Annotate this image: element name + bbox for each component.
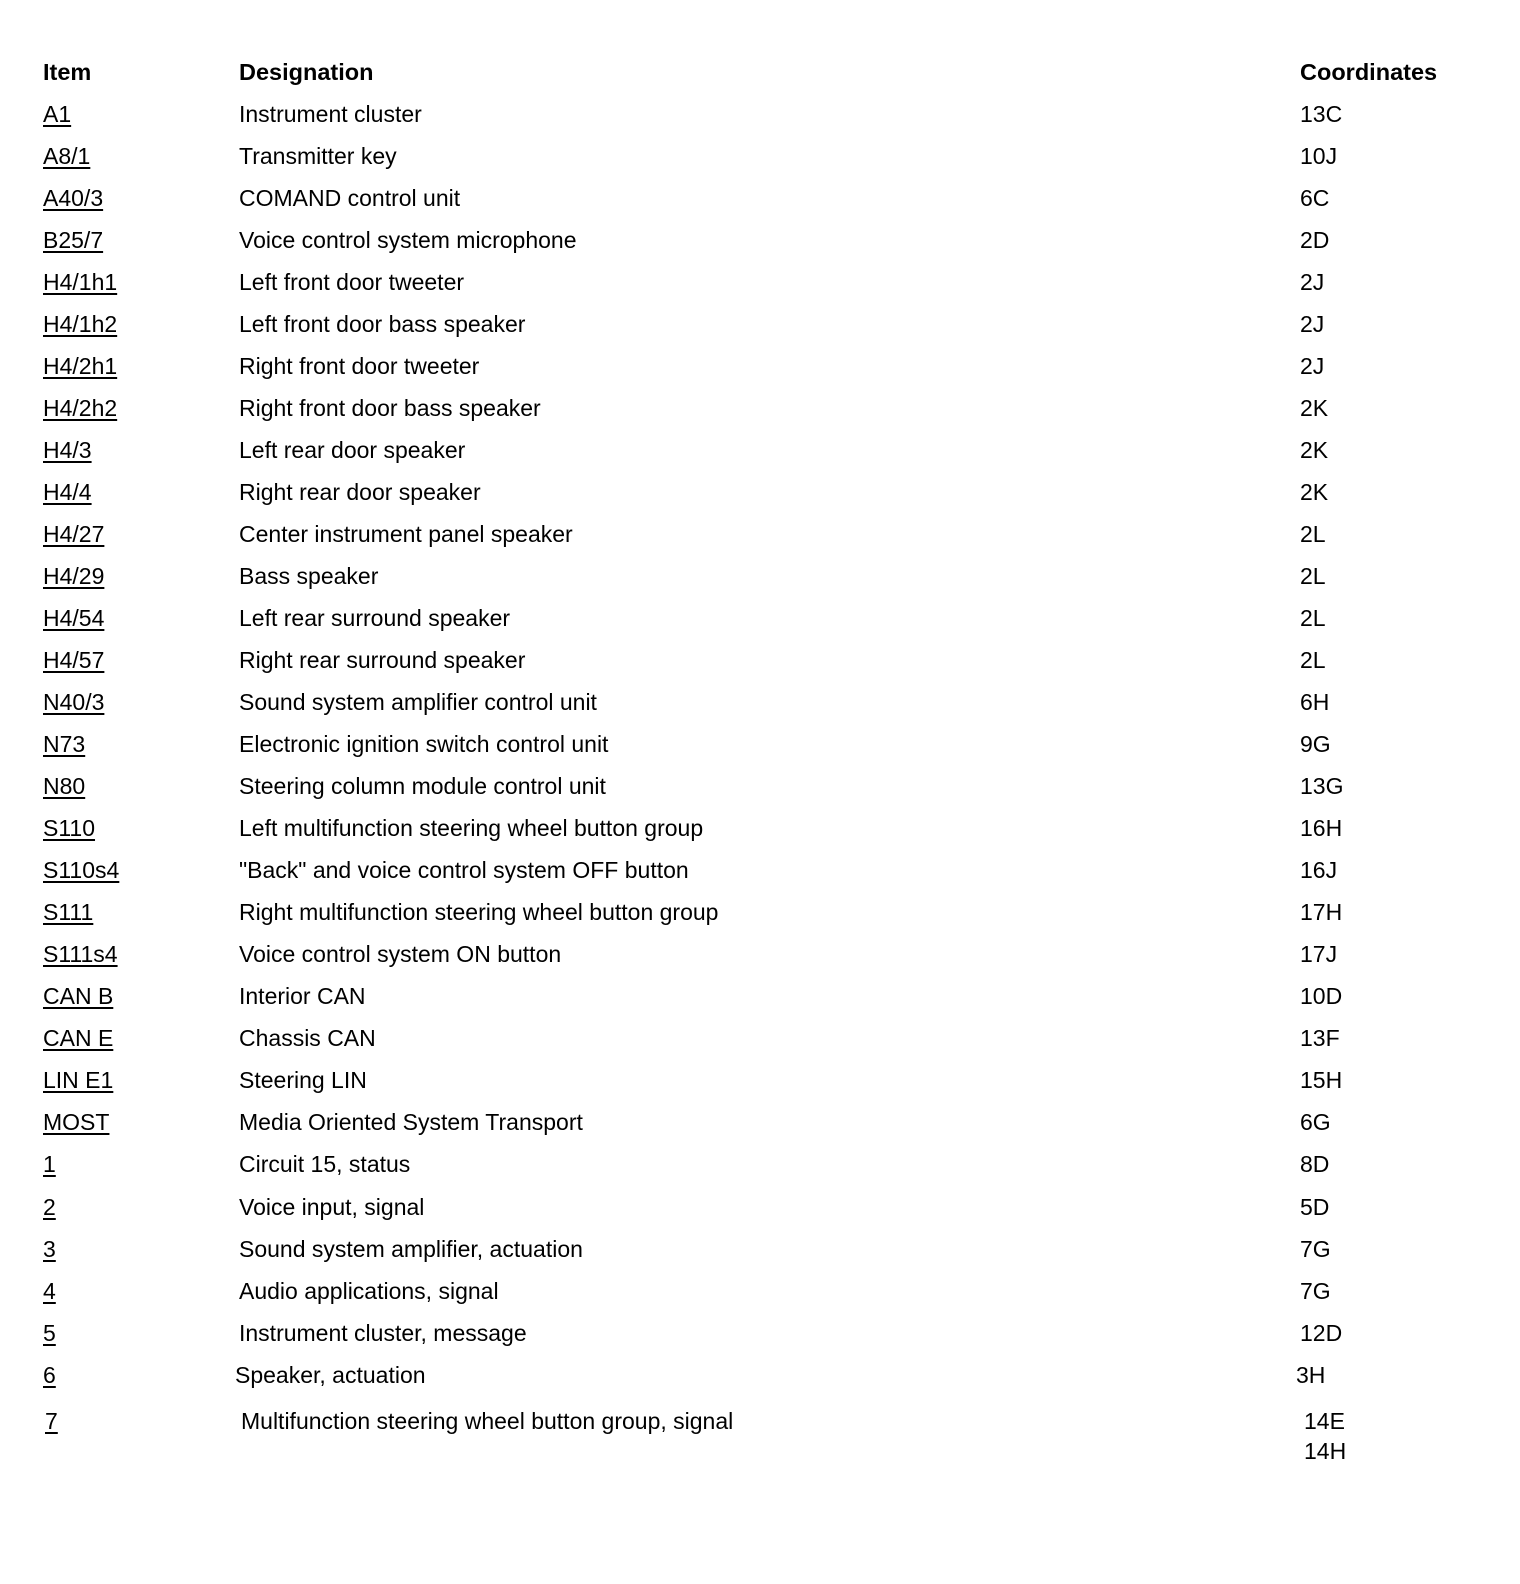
item-link[interactable]: H4/2h2	[43, 395, 118, 421]
item-link[interactable]: H4/3	[43, 437, 92, 463]
coordinates: 12D	[1300, 1320, 1343, 1346]
table-row	[0, 641, 1520, 683]
coordinates: 17H	[1300, 899, 1343, 925]
coordinates: 2L	[1300, 647, 1326, 673]
table-row	[0, 137, 1520, 179]
designation: Right multifunction steering wheel button group	[239, 899, 719, 925]
table-row	[0, 1145, 1520, 1187]
designation: "Back" and voice control system OFF button	[239, 857, 689, 883]
table-row	[0, 263, 1520, 305]
item-link[interactable]: 4	[43, 1278, 56, 1304]
designation: Left rear door speaker	[239, 437, 466, 463]
coordinates: 2J	[1300, 311, 1325, 337]
item-link[interactable]: S111	[43, 899, 94, 925]
table-row	[0, 935, 1520, 977]
coordinates-line-2: 14H	[1304, 1438, 1347, 1464]
designation: Left multifunction steering wheel button group	[239, 815, 704, 841]
designation: Interior CAN	[239, 983, 366, 1009]
coordinates: 7G	[1300, 1278, 1331, 1304]
designation: Instrument cluster, message	[239, 1320, 527, 1346]
item-link[interactable]: A40/3	[43, 185, 104, 211]
designation: Circuit 15, status	[239, 1151, 411, 1177]
item-link[interactable]: H4/2h1	[43, 353, 118, 379]
designation: Media Oriented System Transport	[239, 1109, 583, 1135]
coordinates: 17J	[1300, 941, 1338, 967]
coordinates: 2K	[1300, 479, 1329, 505]
designation: Audio applications, signal	[239, 1278, 499, 1304]
designation: Voice control system microphone	[239, 227, 577, 253]
header-item: Item	[43, 59, 92, 85]
table-row	[0, 95, 1520, 137]
designation: Left front door tweeter	[239, 269, 465, 295]
item-link[interactable]: MOST	[43, 1109, 110, 1135]
item-link[interactable]: 5	[43, 1320, 56, 1346]
table-row	[0, 851, 1520, 893]
designation: Sound system amplifier control unit	[239, 689, 597, 715]
item-link[interactable]: H4/27	[43, 521, 105, 547]
designation: Sound system amplifier, actuation	[239, 1236, 583, 1262]
designation: Voice input, signal	[239, 1194, 425, 1220]
table-row	[0, 557, 1520, 599]
item-link[interactable]: H4/1h2	[43, 311, 118, 337]
header-designation: Designation	[239, 59, 374, 85]
coordinates: 16J	[1300, 857, 1338, 883]
item-link[interactable]: N80	[43, 773, 86, 799]
designation: Steering LIN	[239, 1067, 367, 1093]
item-link[interactable]: S111s4	[43, 941, 118, 967]
table-row	[0, 179, 1520, 221]
coordinates: 6H	[1300, 689, 1330, 715]
coordinates: 15H	[1300, 1067, 1343, 1093]
item-link[interactable]: 6	[43, 1362, 56, 1388]
designation: Electronic ignition switch control unit	[239, 731, 609, 757]
item-link[interactable]: N40/3	[43, 689, 105, 715]
coordinates: 13G	[1300, 773, 1344, 799]
item-link[interactable]: 2	[43, 1194, 56, 1220]
designation: Center instrument panel speaker	[239, 521, 573, 547]
coordinates: 13F	[1300, 1025, 1340, 1051]
table-row	[0, 893, 1520, 935]
designation: Left rear surround speaker	[239, 605, 511, 631]
table-row	[0, 347, 1520, 389]
designation: COMAND control unit	[239, 185, 461, 211]
coordinates: 2L	[1300, 605, 1326, 631]
coordinates	[1304, 1406, 1346, 1466]
item-link[interactable]: 1	[43, 1151, 56, 1177]
item-link[interactable]: B25/7	[43, 227, 104, 253]
designation: Right rear door speaker	[239, 479, 481, 505]
coordinates: 2L	[1300, 563, 1326, 589]
item-link[interactable]: N73	[43, 731, 86, 757]
designation: Multifunction steering wheel button group, signal	[241, 1408, 734, 1434]
table-row	[0, 1103, 1520, 1145]
item-link[interactable]: S110s4	[43, 857, 120, 883]
header-coordinates: Coordinates	[1300, 59, 1438, 85]
designation: Right front door bass speaker	[239, 395, 541, 421]
coordinates: 10J	[1300, 143, 1338, 169]
coordinates: 8D	[1300, 1151, 1330, 1177]
table-row	[0, 1356, 1520, 1398]
item-link[interactable]: H4/57	[43, 647, 105, 673]
coordinates: 6G	[1300, 1109, 1331, 1135]
table-row	[0, 599, 1520, 641]
table-row	[0, 305, 1520, 347]
designation: Steering column module control unit	[239, 773, 606, 799]
item-link[interactable]: LIN E1	[43, 1067, 114, 1093]
table-row	[0, 431, 1520, 473]
coordinates: 13C	[1300, 101, 1343, 127]
item-link[interactable]: CAN B	[43, 983, 114, 1009]
designation: Voice control system ON button	[239, 941, 562, 967]
item-link[interactable]: H4/1h1	[43, 269, 118, 295]
coordinates: 2K	[1300, 395, 1329, 421]
item-link[interactable]: H4/54	[43, 605, 105, 631]
coordinates: 2L	[1300, 521, 1326, 547]
table-row	[0, 1230, 1520, 1272]
item-link[interactable]: A1	[43, 101, 72, 127]
designation: Left front door bass speaker	[239, 311, 526, 337]
coordinates: 6C	[1300, 185, 1330, 211]
coordinates: 2J	[1300, 269, 1325, 295]
designation: Right rear surround speaker	[239, 647, 526, 673]
table-row	[0, 977, 1520, 1019]
item-link[interactable]: CAN E	[43, 1025, 114, 1051]
table-row	[0, 767, 1520, 809]
table-row	[0, 1188, 1520, 1230]
table-row	[0, 683, 1520, 725]
table-row	[0, 515, 1520, 557]
item-link[interactable]: 3	[43, 1236, 56, 1262]
table-row	[0, 1019, 1520, 1061]
table-row	[0, 473, 1520, 515]
coordinates: 10D	[1300, 983, 1343, 1009]
designation: Instrument cluster	[239, 101, 422, 127]
coordinates: 2D	[1300, 227, 1330, 253]
item-link[interactable]: H4/4	[43, 479, 92, 505]
coordinates: 9G	[1300, 731, 1331, 757]
table-row	[0, 809, 1520, 851]
coordinates: 2K	[1300, 437, 1329, 463]
item-link[interactable]: 7	[45, 1408, 58, 1434]
designation: Speaker, actuation	[235, 1362, 426, 1388]
item-link[interactable]: A8/1	[43, 143, 91, 169]
table-row	[0, 1061, 1520, 1103]
coordinates: 16H	[1300, 815, 1343, 841]
coordinates: 7G	[1300, 1236, 1331, 1262]
table-row	[0, 1402, 1520, 1472]
coordinates: 3H	[1296, 1362, 1326, 1388]
table-row	[0, 221, 1520, 263]
item-link[interactable]: S110	[43, 815, 96, 841]
table-header	[0, 53, 1520, 95]
item-link[interactable]: H4/29	[43, 563, 105, 589]
table-row	[0, 389, 1520, 431]
designation: Transmitter key	[239, 143, 397, 169]
designation: Chassis CAN	[239, 1025, 376, 1051]
designation: Right front door tweeter	[239, 353, 480, 379]
table-row	[0, 1272, 1520, 1314]
coordinates: 2J	[1300, 353, 1325, 379]
designation: Bass speaker	[239, 563, 379, 589]
coordinates: 5D	[1300, 1194, 1330, 1220]
coordinates-line-1: 14E	[1304, 1408, 1345, 1434]
table-row	[0, 1314, 1520, 1356]
table-row	[0, 725, 1520, 767]
